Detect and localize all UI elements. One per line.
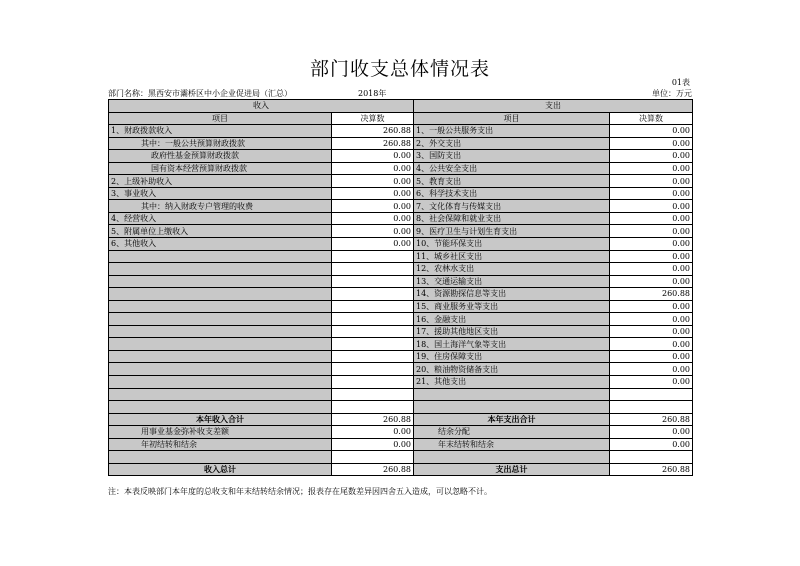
blank-row — [109, 451, 693, 464]
blank-row — [109, 401, 693, 414]
exp-item-value: 0.00 — [610, 125, 693, 138]
table-row — [109, 175, 693, 188]
exp-item-label: 7、文化体育与传媒支出 — [414, 200, 610, 213]
income-item-value: 0.00 — [332, 212, 414, 225]
table-row — [109, 313, 693, 326]
form-number: 01表 — [671, 78, 690, 87]
exp-item-label: 20、粮油物资储备支出 — [414, 363, 610, 376]
table-row — [109, 187, 693, 200]
exp-item-label: 13、交通运输支出 — [414, 275, 610, 288]
table-row — [109, 125, 693, 138]
balance-row — [109, 438, 693, 451]
exp-item-value: 0.00 — [610, 162, 693, 175]
exp-final-header: 决算数 — [610, 112, 693, 125]
table-row — [109, 225, 693, 238]
section-header-row — [109, 100, 693, 113]
exp-item-value: 0.00 — [610, 275, 693, 288]
exp-item-label: 4、公共安全支出 — [414, 162, 610, 175]
expenditure-header: 支出 — [414, 100, 693, 113]
end-balance-label: 年末结转和结余 — [414, 438, 610, 451]
exp-item-value: 0.00 — [610, 376, 693, 389]
exp-item-value: 0.00 — [610, 250, 693, 263]
exp-item-label: 10、节能环保支出 — [414, 238, 610, 251]
exp-item-value: 0.00 — [610, 313, 693, 326]
income-item-value: 0.00 — [332, 187, 414, 200]
income-item-label: 5、附属单位上缴收入 — [109, 225, 332, 238]
income-item-label: 其中：一般公共预算财政拨款 — [109, 137, 332, 150]
income-item-value: 0.00 — [332, 238, 414, 251]
income-item-value: 260.88 — [332, 137, 414, 150]
exp-item-label: 5、教育支出 — [414, 175, 610, 188]
exp-item-value: 0.00 — [610, 238, 693, 251]
exp-item-value: 0.00 — [610, 363, 693, 376]
table-row — [109, 288, 693, 301]
end-balance-value: 0.00 — [610, 438, 693, 451]
exp-item-label: 8、社会保障和就业支出 — [414, 212, 610, 225]
exp-item-value: 0.00 — [610, 212, 693, 225]
exp-item-value: 0.00 — [610, 200, 693, 213]
exp-item-label: 18、国土海洋气象等支出 — [414, 338, 610, 351]
department-label: 部门名称： — [108, 89, 148, 98]
table-row — [109, 300, 693, 313]
table-row — [109, 150, 693, 163]
begin-balance-value: 0.00 — [332, 438, 414, 451]
income-item-label: 6、其他收入 — [109, 238, 332, 251]
exp-item-label: 14、资源勘探信息等支出 — [414, 288, 610, 301]
use-fund-label: 用事业基金弥补收支差额 — [109, 426, 332, 439]
table-row — [109, 162, 693, 175]
exp-item-label: 16、金融支出 — [414, 313, 610, 326]
income-grand-total-value: 260.88 — [332, 463, 414, 476]
exp-year-total-value: 260.88 — [610, 413, 693, 426]
table-row — [109, 137, 693, 150]
exp-item-label: 6、科学技术支出 — [414, 187, 610, 200]
income-item-value: 0.00 — [332, 225, 414, 238]
income-item-label: 政府性基金预算财政拨款 — [109, 150, 332, 163]
exp-year-total-label: 本年支出合计 — [414, 413, 610, 426]
exp-item-label: 15、商业服务业等支出 — [414, 300, 610, 313]
unit-label: 单位：万元 — [652, 89, 692, 98]
meta-row — [108, 88, 692, 98]
exp-item-label: 9、医疗卫生与计划生育支出 — [414, 225, 610, 238]
column-header-row — [109, 112, 693, 125]
exp-item-value: 0.00 — [610, 350, 693, 363]
exp-item-value: 0.00 — [610, 175, 693, 188]
income-year-total-label: 本年收入合计 — [109, 413, 332, 426]
exp-item-label: 17、援助其他地区支出 — [414, 325, 610, 338]
use-fund-value: 0.00 — [332, 426, 414, 439]
summary-table — [108, 99, 693, 476]
department-name: 黑西安市灞桥区中小企业促进局（汇总） — [148, 89, 292, 98]
income-year-total-value: 260.88 — [332, 413, 414, 426]
fund-row — [109, 426, 693, 439]
exp-item-value: 0.00 — [610, 137, 693, 150]
exp-grand-total-value: 260.88 — [610, 463, 693, 476]
table-row — [109, 325, 693, 338]
surplus-dist-value: 0.00 — [610, 426, 693, 439]
table-row — [109, 363, 693, 376]
income-item-value: 0.00 — [332, 200, 414, 213]
income-item-header: 项目 — [109, 112, 332, 125]
income-item-label: 其中：纳入财政专户管理的收费 — [109, 200, 332, 213]
income-item-label: 1、财政拨款收入 — [109, 125, 332, 138]
exp-item-label: 21、其他支出 — [414, 376, 610, 389]
exp-item-value: 0.00 — [610, 300, 693, 313]
exp-item-value: 0.00 — [610, 225, 693, 238]
department-info — [108, 88, 292, 99]
table-row — [109, 388, 693, 401]
exp-item-value: 0.00 — [610, 150, 693, 163]
income-final-header: 决算数 — [332, 112, 414, 125]
exp-item-value: 0.00 — [610, 187, 693, 200]
exp-grand-total-label: 支出总计 — [414, 463, 610, 476]
exp-item-value: 0.00 — [610, 263, 693, 276]
exp-item-header: 项目 — [414, 112, 610, 125]
income-item-value: 0.00 — [332, 162, 414, 175]
income-item-label: 国有资本经营预算财政拨款 — [109, 162, 332, 175]
exp-item-value: 0.00 — [610, 325, 693, 338]
report-year: 2018年 — [358, 89, 387, 98]
income-item-label: 4、经营收入 — [109, 212, 332, 225]
exp-item-label: 11、城乡社区支出 — [414, 250, 610, 263]
surplus-dist-label: 结余分配 — [414, 426, 610, 439]
table-row — [109, 275, 693, 288]
table-row — [109, 263, 693, 276]
exp-item-label: 12、农林水支出 — [414, 263, 610, 276]
table-row — [109, 338, 693, 351]
table-row — [109, 238, 693, 251]
exp-item-label: 2、外交支出 — [414, 137, 610, 150]
income-item-value: 260.88 — [332, 125, 414, 138]
income-grand-total-label: 收入总计 — [109, 463, 332, 476]
year-total-row — [109, 413, 693, 426]
table-row — [109, 350, 693, 363]
income-item-label: 3、事业收入 — [109, 187, 332, 200]
page-title: 部门收支总体情况表 — [309, 58, 490, 80]
income-item-value: 0.00 — [332, 175, 414, 188]
exp-item-value: 0.00 — [610, 338, 693, 351]
exp-item-label: 3、国防支出 — [414, 150, 610, 163]
table-row — [109, 250, 693, 263]
income-header: 收入 — [109, 100, 414, 113]
begin-balance-label: 年初结转和结余 — [109, 438, 332, 451]
income-item-label: 2、上级补助收入 — [109, 175, 332, 188]
table-row — [109, 212, 693, 225]
grand-total-row — [109, 463, 693, 476]
income-item-value: 0.00 — [332, 150, 414, 163]
table-row — [109, 200, 693, 213]
table-row — [109, 376, 693, 389]
footnote: 注：本表反映部门本年度的总收支和年末结转结余情况；报表存在尾数差异因四舍五入造成，可以忽略不计。 — [108, 487, 492, 496]
exp-item-label: 19、住房保障支出 — [414, 350, 610, 363]
exp-item-label: 1、一般公共服务支出 — [414, 125, 610, 138]
exp-item-value: 260.88 — [610, 288, 693, 301]
